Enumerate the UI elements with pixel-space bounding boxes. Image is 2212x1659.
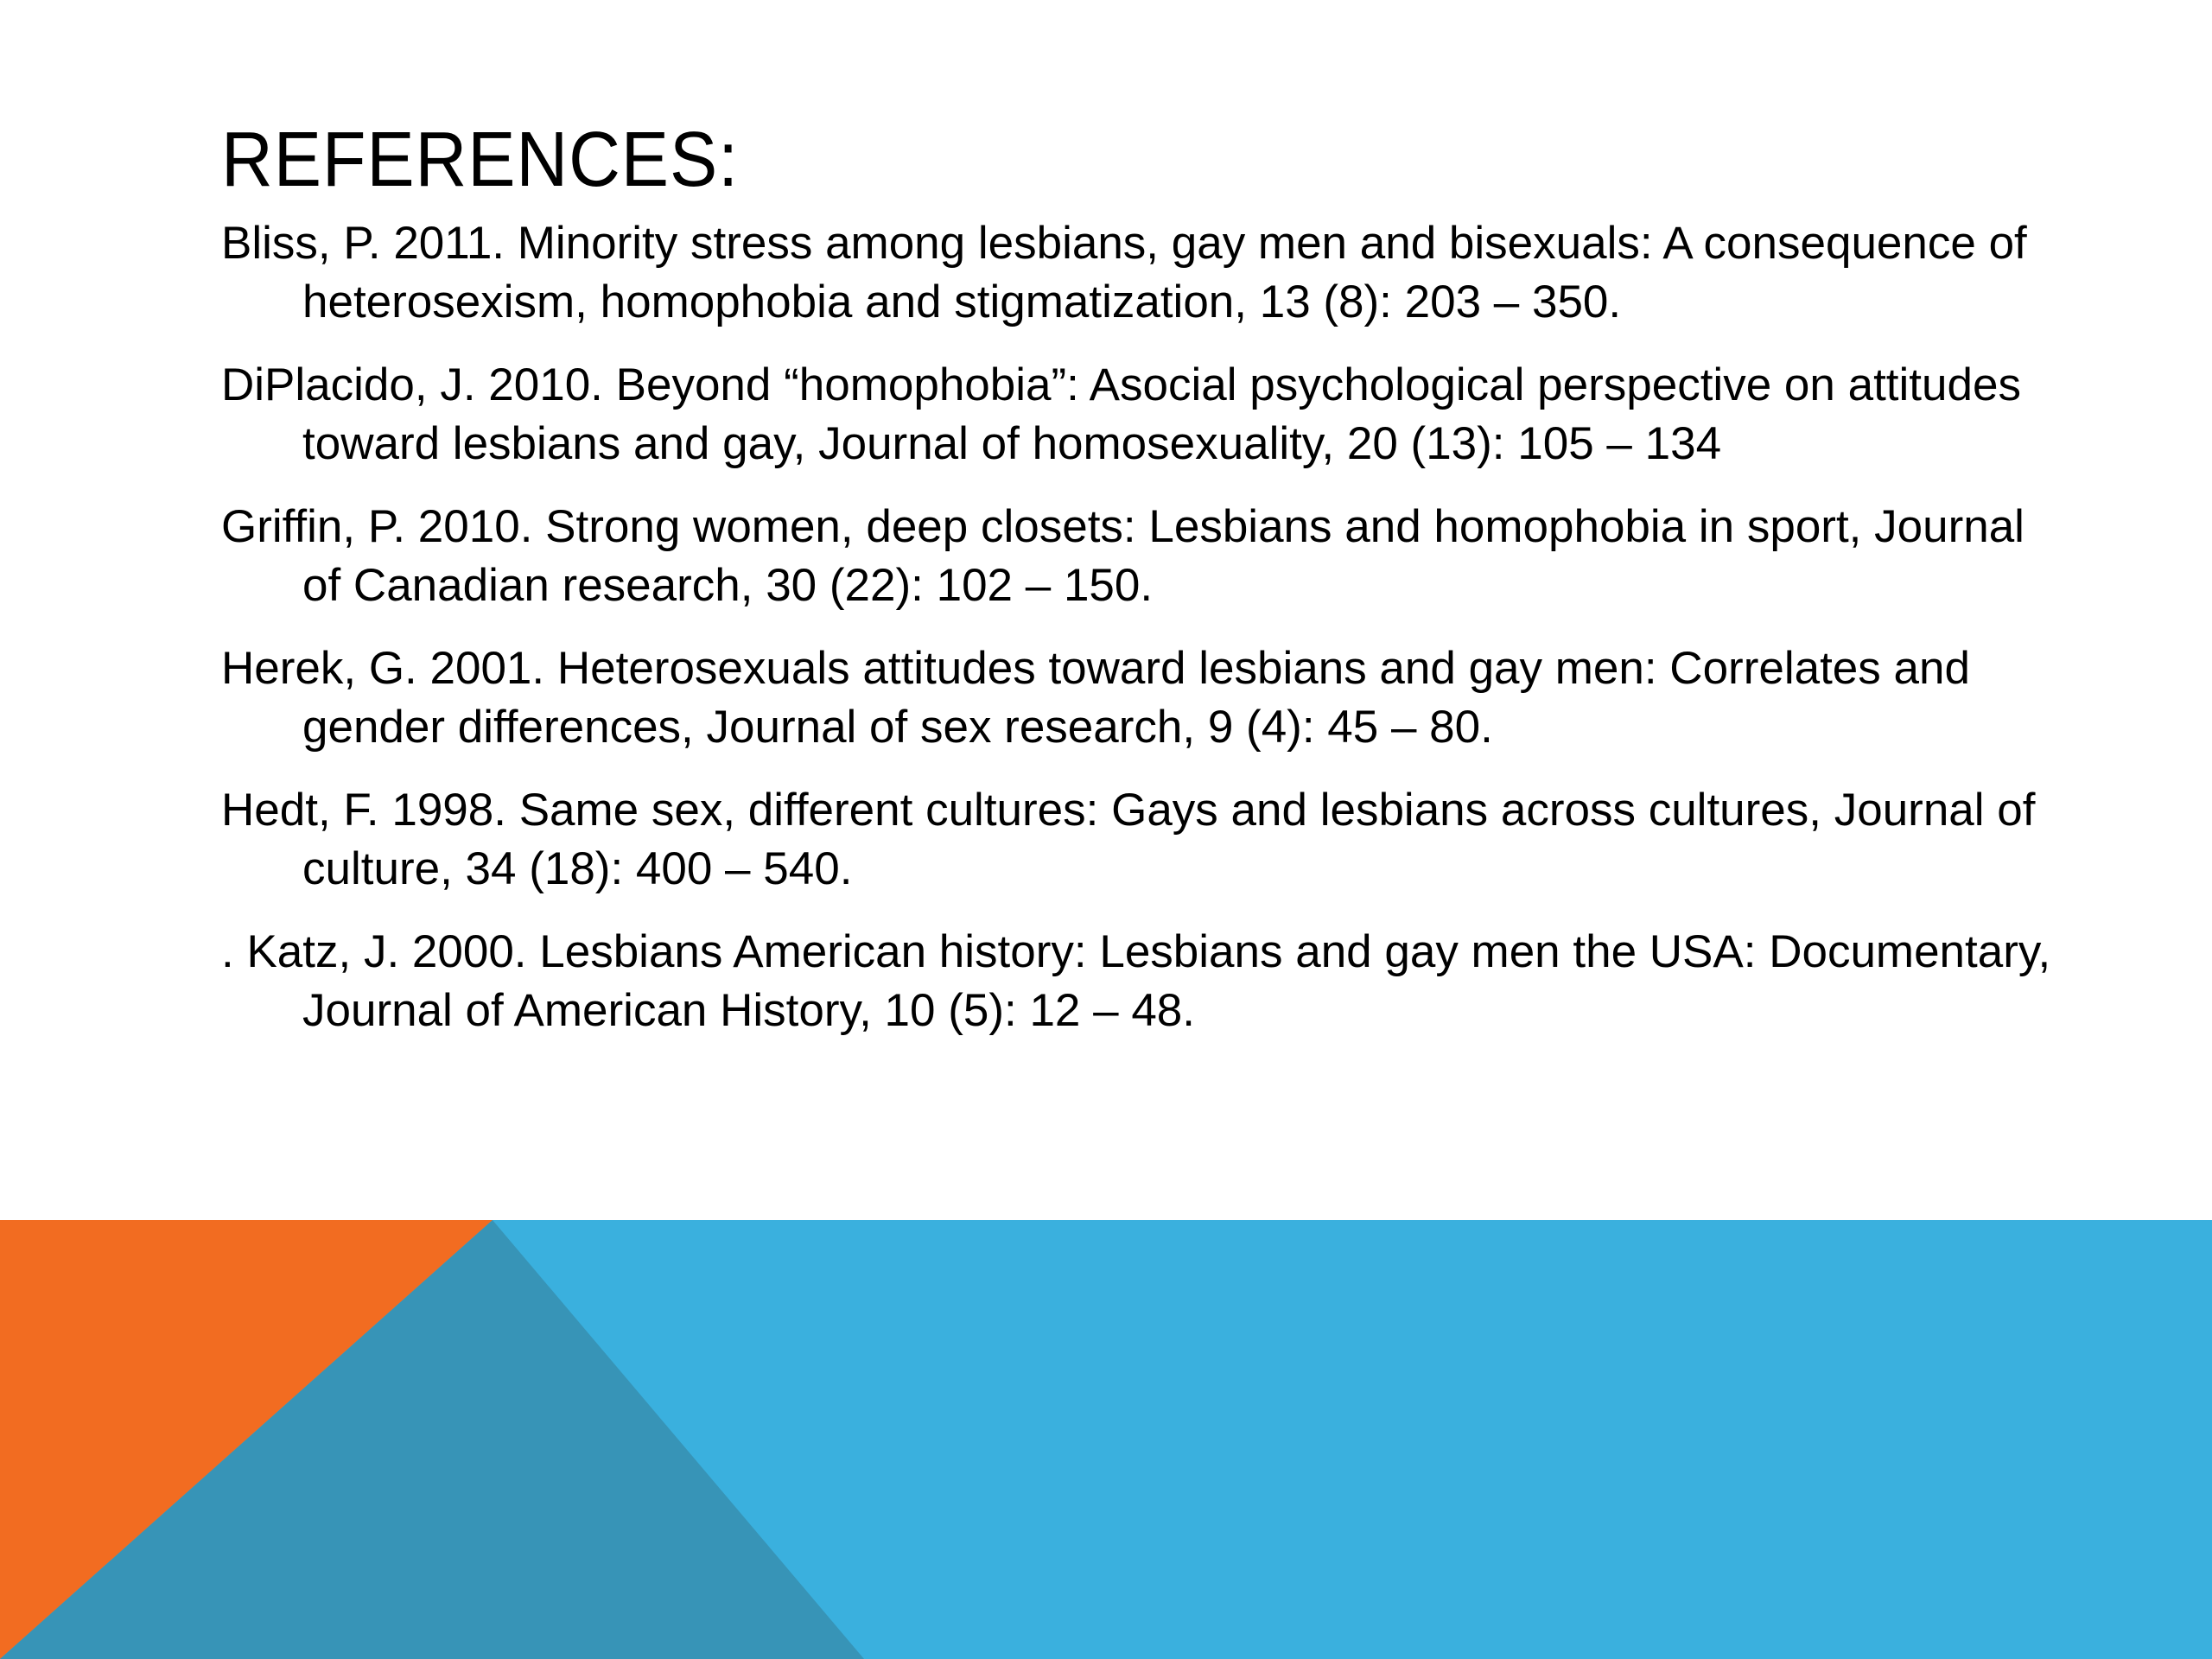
reference-list <box>221 214 2070 1065</box>
reference-item: Griffin, P. 2010. Strong women, deep closets: Lesbians and homophobia in sport, Journal of Canadian research, 30 (22): 102 – 150. <box>221 501 2024 611</box>
decorative-footer-band <box>0 1220 2212 1659</box>
reference-item: . Katz, J. 2000. Lesbians American history: Lesbians and gay men the USA: Documentary, Journal of American History, 10 (5): 12 – 48. <box>221 926 2051 1036</box>
reference-item: Bliss, P. 2011. Minority stress among lesbians, gay men and bisexuals: A consequence of heterosexism, homophobia and stigmatization, 13 (8): 203 – 350. <box>221 218 2027 327</box>
reference-item: Herek, G. 2001. Heterosexuals attitudes toward lesbians and gay men: Correlates and gender differences, Journal of sex research, 9 (4): 45 – 80. <box>221 643 1970 753</box>
slide-title: REFERENCES: <box>221 117 740 203</box>
reference-item: Hedt, F. 1998. Same sex, different cultures: Gays and lesbians across cultures, Journal of culture, 34 (18): 400 – 540. <box>221 785 2036 894</box>
reference-item: DiPlacido, J. 2010. Beyond “homophobia”: Asocial psychological perspective on attitudes toward lesbians and gay, Journal of homosexuality, 20 (13): 105 – 134 <box>221 359 2021 469</box>
